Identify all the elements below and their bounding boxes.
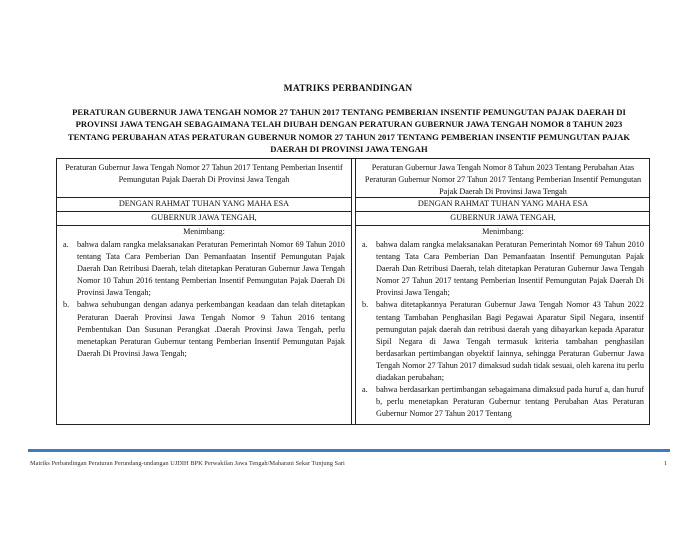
item-label: a. — [63, 240, 69, 249]
right-governor: GUBERNUR JAWA TENGAH, — [450, 213, 556, 222]
left-opening: DENGAN RAHMAT TUHAN YANG MAHA ESA — [118, 199, 290, 208]
item-text: bahwa berdasarkan pertimbangan sebagaimana dimaksud pada huruf a, dan huruf b, perlu menetapkan Peraturan Gubernur tentang Perubahan Atas Peraturan Gubernur Nomor 27 Tahun 2017 Tentang — [376, 385, 644, 419]
document-title: MATRIKS PERBANDINGAN — [283, 84, 413, 94]
footer-text: Matriks Perbandingan Peraturan Perundang-undangan UJDIH BPK Perwakilan Jawa Tengah/Maharani Sekar Tunjung Sari — [30, 460, 345, 467]
item-text: bahwa dalam rangka melaksanakan Peraturan Pemerintah Nomor 69 Tahun 2010 tentang Tata Cara Pemberian Dan Pemanfaatan Insentif Pemungutan Pajak Daerah Dan Retribusi Daerah, telah ditetapkan Peraturan Gubernur Jawa Tengah Nomor 27 Tahun 2017 tentang Pemberian Insentif Pemungutan Pajak Daerah Di Provinsi Jawa Tengah; — [376, 240, 644, 298]
item-label: b. — [362, 300, 369, 310]
item-label: b. — [63, 300, 70, 310]
right-item — [356, 299, 650, 384]
item-text: bahwa sehubungan dengan adanya perkembangan keadaan dan telah ditetapkan Peraturan Daerah Provinsi Jawa Tengah Nomor 9 Tahun 2016 tentang Pembentukan Dan Susunan Perangkat .Daerah Provinsi Jawa Tengah, perlu menetapkan Peraturan Gubernur tentang Pemberian Insentif Pemungutan Pajak Daerah Di Provinsi Jawa Tengah; — [77, 300, 345, 358]
item-label: a. — [362, 385, 368, 395]
item-label: a. — [362, 240, 368, 249]
right-opening: DENGAN RAHMAT TUHAN YANG MAHA ESA — [417, 199, 589, 208]
right-column — [355, 159, 650, 424]
page-number: 1 — [664, 460, 668, 467]
footer-divider — [28, 449, 670, 452]
left-column — [57, 159, 352, 424]
left-item — [57, 299, 351, 359]
comparison-table — [56, 158, 650, 425]
right-item — [356, 239, 650, 299]
left-item — [57, 239, 351, 299]
right-item — [356, 384, 650, 420]
left-menimbang: Menimbang: — [183, 227, 225, 236]
left-column-header: Peraturan Gubernur Jawa Tengah Nomor 27 Tahun 2017 Tentang Pemberian Insentif Pemungutan Pajak Daerah Di Provinsi Jawa Tengah — [65, 163, 343, 185]
left-governor: GUBERNUR JAWA TENGAH, — [151, 213, 257, 222]
item-text: bahwa ditetapkannya Peraturan Gubernur Jawa Tengah Nomor 43 Tahun 2022 tentang Tambahan Penghasilan Bagi Pegawai Aparatur Sipil Negara, insentif pemungutan pajak daerah dan retribusi daerah yang dibayarkan kepada Aparatur Sipil Negara di Jawa Tengah termasuk kriteria tambahan penghasilan berdasarkan pertimbangan obyektif lainnya, sehingga Peraturan Gubernur Jawa Tengah Nomor 27 Tahun 2017 dimaksud sudah tidak sesuai, oleh karena itu perlu diadakan perubahan; — [376, 300, 644, 383]
document-subtitle: PERATURAN GUBERNUR JAWA TENGAH NOMOR 27 TAHUN 2017 TENTANG PEMBERIAN INSENTIF PEMUNGUTAN PAJAK DAERAH DI PROVINSI JAWA TENGAH SEBAGAIMANA TELAH DIUBAH DENGAN PERATURAN GUBERNUR JAWA TENGAH NOMOR 8 TAHUN 2023 TENTANG PERUBAHAN ATAS PERATURAN GUBERNUR NOMOR 27 TAHUN 2017 TENTANG PEMBERIAN INSENTIF PEMUNGUTAN PAJAK DAERAH DI PROVINSI JAWA TENGAH — [67, 107, 631, 155]
right-column-header: Peraturan Gubernur Jawa Tengah Nomor 8 Tahun 2023 Tentang Perubahan Atas Peraturan Gubernur Nomor 27 Tahun 2017 Tentang Pemberian Insentif Pemungutan Pajak Daerah Di Provinsi Jawa Tengah — [364, 163, 642, 197]
right-menimbang: Menimbang: — [482, 227, 524, 236]
item-text: bahwa dalam rangka melaksanakan Peraturan Pemerintah Nomor 69 Tahun 2010 tentang Tata Cara Pemberian Dan Pemanfaatan Insentif Pemungutan Pajak Daerah Dan Retribusi Daerah, telah ditetapkan Peraturan Gubernur Jawa Tengah Nomor 10 Tahun 2016 tentang Pemberian Insentif Pemungutan Pajak Daerah Di Provinsi Jawa Tengah; — [77, 240, 345, 298]
